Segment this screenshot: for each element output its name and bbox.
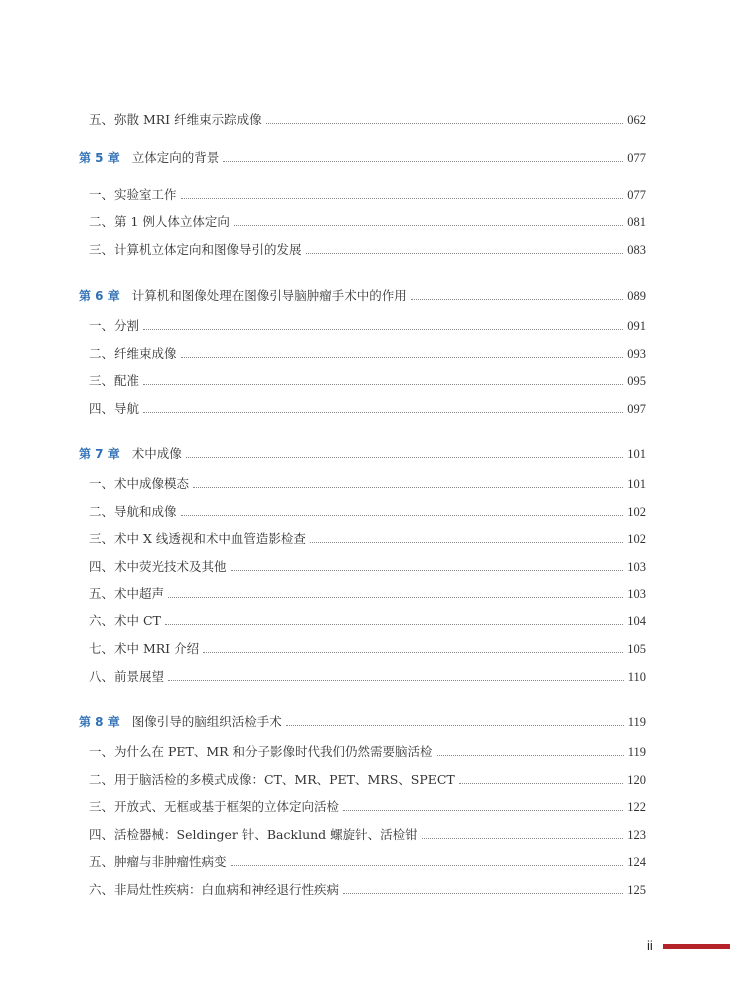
- page-number: 104: [627, 614, 646, 628]
- page-number: 093: [627, 347, 646, 361]
- toc-section-row[interactable]: [89, 850, 646, 870]
- section-title: 二、纤维束成像: [89, 346, 177, 361]
- dot-leader: [411, 299, 624, 300]
- dot-leader: [306, 253, 624, 254]
- decorative-bar: [663, 944, 730, 949]
- toc-section-row[interactable]: [89, 369, 646, 389]
- page-number: 119: [627, 715, 646, 729]
- toc-section-row[interactable]: [89, 665, 646, 685]
- section-title: 五、弥散 MRI 纤维束示踪成像: [89, 112, 262, 127]
- page-number: 122: [627, 800, 646, 814]
- page-number: 077: [627, 188, 646, 202]
- section-title: 三、开放式、无框或基于框架的立体定向活检: [89, 799, 340, 814]
- chapter-number: 第 6 章: [79, 289, 120, 303]
- section-title: 四、导航: [89, 401, 140, 416]
- toc-section-row[interactable]: [89, 609, 646, 629]
- section-title: 七、术中 MRI 介绍: [89, 641, 200, 656]
- section-title: 三、配准: [89, 373, 140, 388]
- dot-leader: [231, 865, 624, 866]
- page-number: 125: [627, 883, 646, 897]
- dot-leader: [343, 810, 623, 811]
- dot-leader: [181, 198, 624, 199]
- page-number: 101: [627, 477, 646, 491]
- dot-leader: [143, 329, 623, 330]
- dot-leader: [459, 783, 623, 784]
- chapter-title: 计算机和图像处理在图像引导脑肿瘤手术中的作用: [131, 288, 407, 303]
- toc-section-row[interactable]: [89, 555, 646, 575]
- toc-section-row[interactable]: [89, 637, 646, 657]
- section-title: 二、导航和成像: [89, 504, 177, 519]
- dot-leader: [193, 487, 623, 488]
- toc-section-row[interactable]: [89, 527, 646, 547]
- dot-leader: [437, 755, 624, 756]
- page-number: 091: [627, 319, 646, 333]
- page-number: 083: [627, 243, 646, 257]
- section-title: 五、术中超声: [89, 586, 165, 601]
- dot-leader: [168, 680, 624, 681]
- section-title: 五、肿瘤与非肿瘤性病变: [89, 854, 227, 869]
- dot-leader: [203, 652, 623, 653]
- page-number: 110: [627, 670, 646, 684]
- dot-leader: [234, 225, 623, 226]
- toc-section-row[interactable]: [89, 823, 646, 843]
- dot-leader: [165, 624, 623, 625]
- section-title: 六、术中 CT: [89, 613, 161, 628]
- dot-leader: [310, 542, 623, 543]
- chapter-title: 术中成像: [131, 446, 182, 461]
- page-number: 062: [627, 113, 646, 127]
- toc-section-row[interactable]: [89, 108, 646, 128]
- page-number: 119: [627, 745, 646, 759]
- section-title: 八、前景展望: [89, 669, 165, 684]
- section-title: 三、计算机立体定向和图像导引的发展: [89, 242, 302, 257]
- page-number: 103: [627, 560, 646, 574]
- section-title: 一、分割: [89, 318, 140, 333]
- toc-section-row[interactable]: [89, 397, 646, 417]
- section-title: 三、术中 X 线透视和术中血管造影检查: [89, 531, 306, 546]
- page-number: 102: [627, 532, 646, 546]
- toc-section-row[interactable]: [89, 740, 646, 760]
- section-title: 二、第 1 例人体立体定向: [89, 214, 230, 229]
- dot-leader: [223, 161, 623, 162]
- section-title: 一、为什么在 PET、MR 和分子影像时代我们仍然需要脑活检: [89, 744, 433, 759]
- toc-chapter-row[interactable]: [79, 284, 646, 304]
- toc-chapter-row[interactable]: [79, 146, 646, 166]
- toc-section-row[interactable]: [89, 183, 646, 203]
- toc-section-row[interactable]: [89, 314, 646, 334]
- chapter-number: 第 8 章: [79, 715, 120, 729]
- toc-section-row[interactable]: [89, 238, 646, 258]
- toc-section-row[interactable]: [89, 342, 646, 362]
- page-number: 097: [627, 402, 646, 416]
- page-number: 077: [627, 151, 646, 165]
- toc-section-row[interactable]: [89, 795, 646, 815]
- dot-leader: [181, 357, 624, 358]
- page-number: 105: [627, 642, 646, 656]
- dot-leader: [422, 838, 624, 839]
- page-number: 081: [627, 215, 646, 229]
- page-number: 102: [627, 505, 646, 519]
- dot-leader: [168, 597, 623, 598]
- page-number: 101: [627, 447, 646, 461]
- page-number: 124: [627, 855, 646, 869]
- dot-leader: [343, 893, 623, 894]
- chapter-title: 立体定向的背景: [131, 150, 220, 165]
- page-folio: ii: [647, 938, 653, 953]
- dot-leader: [181, 515, 624, 516]
- toc-section-row[interactable]: [89, 878, 646, 898]
- dot-leader: [231, 570, 624, 571]
- toc-section-row[interactable]: [89, 768, 646, 788]
- dot-leader: [186, 457, 624, 458]
- chapter-number: 第 5 章: [79, 151, 120, 165]
- page-number: 089: [627, 289, 646, 303]
- section-title: 四、术中荧光技术及其他: [89, 559, 227, 574]
- page-number: 095: [627, 374, 646, 388]
- toc-section-row[interactable]: [89, 210, 646, 230]
- dot-leader: [286, 725, 624, 726]
- section-title: 四、活检器械：Seldinger 针、Backlund 螺旋针、活检钳: [89, 827, 418, 842]
- toc-chapter-row[interactable]: [79, 442, 646, 462]
- page-number: 103: [627, 587, 646, 601]
- page-number: 120: [627, 773, 646, 787]
- dot-leader: [143, 412, 623, 413]
- section-title: 一、术中成像模态: [89, 476, 190, 491]
- chapter-title: 图像引导的脑组织活检手术: [131, 714, 282, 729]
- chapter-number: 第 7 章: [79, 447, 120, 461]
- section-title: 一、实验室工作: [89, 187, 177, 202]
- section-title: 二、用于脑活检的多模式成像：CT、MR、PET、MRS、SPECT: [89, 772, 455, 787]
- toc-section-row[interactable]: [89, 500, 646, 520]
- toc-chapter-row[interactable]: [79, 710, 646, 730]
- dot-leader: [143, 384, 623, 385]
- toc-section-row[interactable]: [89, 472, 646, 492]
- toc-section-row[interactable]: [89, 582, 646, 602]
- section-title: 六、非局灶性疾病：白血病和神经退行性疾病: [89, 882, 340, 897]
- page-number: 123: [627, 828, 646, 842]
- dot-leader: [266, 123, 624, 124]
